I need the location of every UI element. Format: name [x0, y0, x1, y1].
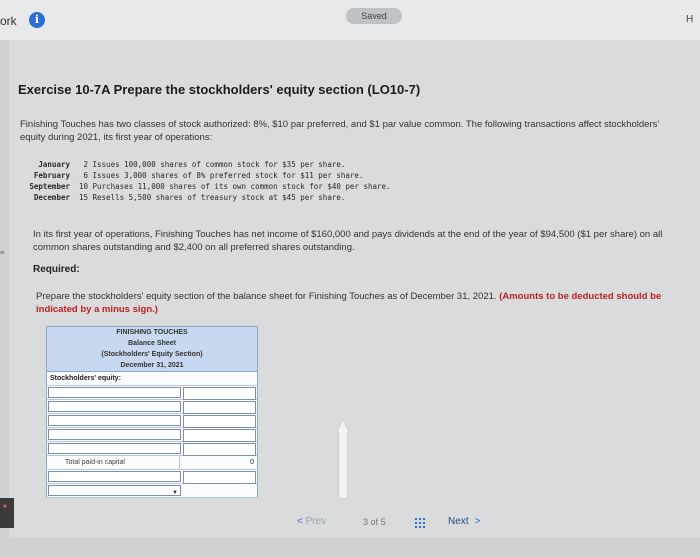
saved-status-badge: Saved [346, 8, 402, 24]
transaction-day: 2 [83, 160, 88, 169]
total-paid-in-value: 0 [250, 459, 254, 466]
amount-input[interactable] [183, 471, 256, 484]
chevron-right-icon: > [474, 516, 481, 527]
statement-name: Balance Sheet [128, 340, 176, 347]
company-name: FINISHING TOUCHES [116, 329, 188, 336]
info-icon[interactable]: i [29, 12, 45, 28]
balance-sheet-worksheet [46, 326, 258, 498]
equity-amount-cell [180, 372, 257, 385]
equity-input-row [46, 414, 258, 428]
account-name-input[interactable] [48, 387, 181, 398]
bottom-left-panel [0, 498, 14, 528]
equity-input-row [46, 428, 258, 442]
transaction-month: January [38, 160, 70, 169]
exercise-title: Exercise 10-7A Prepare the stockholders' equity section (LO10-7) [18, 82, 421, 97]
account-name-input[interactable] [48, 471, 181, 482]
chevron-down-icon: ▼ [172, 490, 178, 496]
transactions-list [20, 159, 391, 203]
account-name-input[interactable] [48, 443, 181, 454]
transaction-month: February [33, 171, 70, 180]
transaction-text: Purchases 11,000 shares of its own common stock for $40 per share. [92, 182, 391, 191]
transaction-text: Issues 3,000 shares of 8% preferred stock for $11 per share. [92, 171, 364, 180]
transaction-month: September [29, 182, 70, 191]
work-label: ork [0, 14, 17, 28]
amount-cell [182, 484, 257, 497]
left-strip-mark: ≡ [0, 250, 5, 257]
transaction-row [20, 170, 391, 181]
page-indicator [363, 517, 386, 527]
amount-input[interactable] [183, 415, 256, 428]
left-strip [0, 40, 9, 557]
instruction-main: Prepare the stockholders' equity section of the balance sheet for Finishing Touches as of December 31, 2021. [36, 291, 497, 302]
required-label: Required: [33, 264, 80, 275]
statement-date: December 31, 2021 [120, 362, 184, 369]
account-name-input[interactable] [48, 415, 181, 426]
page-total: 5 [380, 517, 386, 527]
income-note: In its first year of operations, Finishing Touches has net income of $160,000 and pays dividends at the end of the year of $94,500 ($1 per share) on all common shares outstanding and $2,400 on all preferred shares outstanding. [33, 229, 663, 253]
prev-button[interactable] [297, 516, 326, 527]
transaction-month: December [33, 193, 70, 202]
transaction-row [20, 159, 391, 170]
equity-input-row [46, 442, 258, 456]
transaction-row [20, 181, 391, 192]
balance-sheet-header [46, 326, 258, 372]
next-label: Next [448, 516, 469, 527]
account-name-input[interactable] [48, 429, 181, 440]
transaction-day: 10 [78, 182, 88, 191]
equity-input-row [46, 400, 258, 414]
grid-view-icon[interactable] [414, 517, 426, 528]
amount-input[interactable] [183, 429, 256, 442]
account-select-row [46, 484, 258, 498]
total-paid-in-row [46, 456, 258, 470]
equity-input-row [46, 386, 258, 400]
transaction-day: 6 [83, 171, 88, 180]
account-name-input[interactable] [48, 401, 181, 412]
instruction-text [36, 291, 666, 316]
exercise-intro: Finishing Touches has two classes of stock authorized: 8%, $10 par preferred, and $1 par value common. The following transactions affect stockholders' equity during 2021, its first year of operations: [20, 119, 660, 143]
section-name: (Stockholders' Equity Section) [101, 351, 203, 358]
prev-label: Prev [305, 516, 327, 527]
page-current: 3 [363, 517, 369, 527]
footer-bar [0, 538, 700, 557]
transaction-row [20, 192, 391, 203]
amount-input[interactable] [183, 443, 256, 456]
account-select[interactable] [48, 485, 181, 496]
page-of: of [370, 517, 379, 527]
transaction-text: Issues 100,000 shares of common stock for $35 per share. [92, 160, 346, 169]
chevron-left-icon: < [297, 516, 303, 527]
amount-input[interactable] [183, 387, 256, 400]
transaction-day: 15 [78, 193, 88, 202]
corner-label: H [686, 14, 694, 25]
instruction-note: (Amounts to be deducted should be indicated by a minus sign.) [36, 291, 662, 315]
equity-input-row [46, 470, 258, 484]
mouse-cursor-icon [332, 418, 354, 508]
equity-label-row [46, 372, 258, 386]
transaction-text: Resells 5,500 shares of treasury stock at $45 per share. [92, 193, 346, 202]
equity-label: Stockholders' equity: [50, 375, 121, 382]
next-button[interactable] [448, 516, 480, 527]
top-bar [0, 0, 700, 40]
amount-input[interactable] [183, 401, 256, 414]
total-paid-in-label: Total paid-in capital [47, 456, 180, 469]
bottom-left-mark: ■ [3, 504, 7, 510]
